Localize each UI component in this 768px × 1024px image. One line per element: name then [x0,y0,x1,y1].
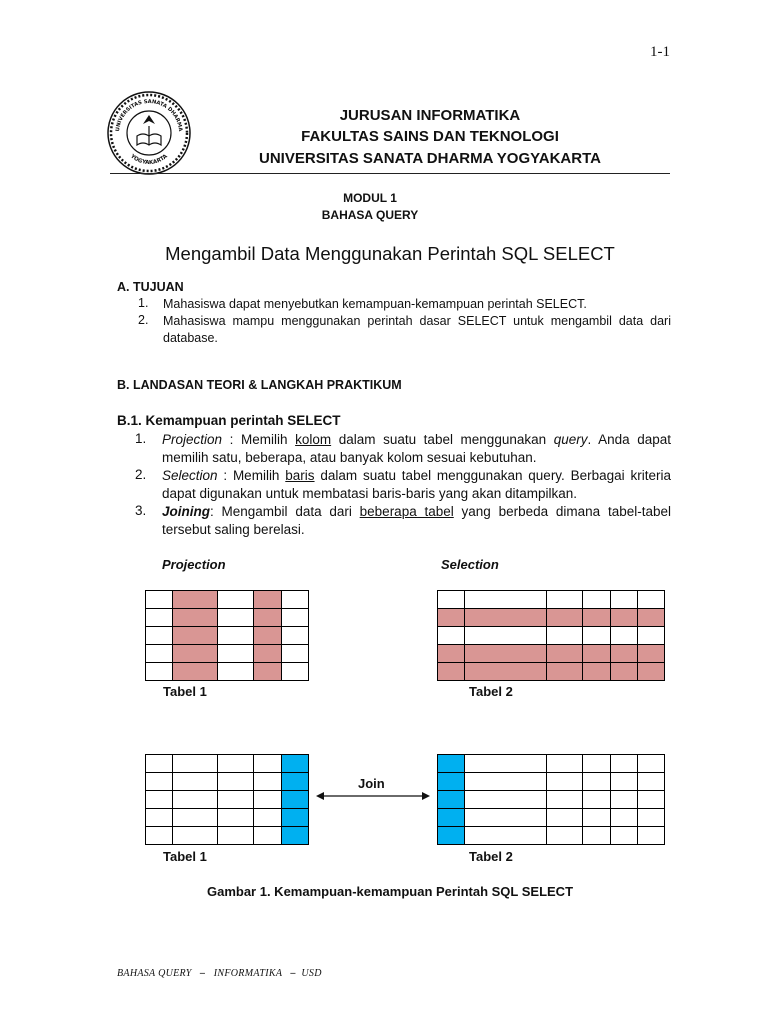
capability-joining [162,503,671,539]
capability-2-key: baris [285,468,315,483]
table-row [146,755,309,773]
table-row [438,645,665,663]
table-row [438,791,665,809]
section-b-heading: B. LANDASAN TEORI & LANGKAH PRAKTIKUM [117,378,402,392]
seal-text-top: UNIVERSITAS SANATA DHARMA [114,98,184,132]
capability-3-sep: : Mengambil data dari [210,504,360,519]
capability-1-rest1: dalam suatu tabel menggunakan [331,432,554,447]
capability-3-key: beberapa tabel [359,504,454,519]
table-row [438,773,665,791]
table-row [146,773,309,791]
capability-projection [162,431,671,467]
page-footer [117,968,322,979]
table-row [438,809,665,827]
capability-1-rest2: . Anda dapat memilih satu, beberapa, atau banyak kolom sesuai kebutuhan. [162,432,672,465]
university-seal-icon [106,90,192,176]
capability-2-term: Selection [162,468,218,483]
capability-1-key: kolom [295,432,332,447]
table-row [146,609,309,627]
footer-sep-1: – [200,968,206,979]
capability-3-rest: yang berbeda dimana tabel-tabel tersebut saling berelasi. [162,504,671,537]
table-row [438,627,665,645]
footer-university: USD [301,968,322,979]
objective-2-text: Mahasiswa mampu menggunakan perintah dasar SELECT untuk mengambil data dari database. [163,314,671,345]
page-number: 1-1 [650,44,670,60]
table-row [438,609,665,627]
header-faculty: FAKULTAS SAINS DAN TEKNOLOGI [301,128,559,145]
join-right-table-label: Tabel 2 [469,849,513,864]
capability-selection [162,467,671,503]
capability-2-rest: dalam suatu tabel menggunakan query. Berbagai kriteria dapat digunakan untuk membatasi baris-baris yang akan ditampilkan. [162,468,671,501]
double-arrow-icon [314,788,432,804]
capability-1-sep: : Memilih [222,432,296,447]
capability-2-number: 2. [135,467,147,482]
table-row [438,663,665,681]
table-row [146,663,309,681]
module-number: MODUL 1 [343,191,397,205]
projection-label: Projection [162,557,226,572]
header-divider [110,173,670,174]
capability-3-term: Joining [162,504,210,519]
section-a-heading: A. TUJUAN [117,280,184,294]
table-row [438,827,665,845]
table-row [146,591,309,609]
table-row [146,645,309,663]
table-row [438,591,665,609]
objective-1-number: 1. [138,296,149,310]
figure-caption: Gambar 1. Kemampuan-kemampuan Perintah SQL SELECT [206,884,574,899]
seal-text-bottom: YOGYAKARTA [129,153,169,167]
table-row [146,809,309,827]
table-row [146,827,309,845]
header-university: UNIVERSITAS SANATA DHARMA YOGYAKARTA [259,150,601,167]
capability-2-sep: : Memilih [217,468,286,483]
page-title: Mengambil Data Menggunakan Perintah SQL SELECT [165,243,615,264]
table-row [438,755,665,773]
capability-1-query: query [553,432,588,447]
projection-table-label: Tabel 1 [163,684,207,699]
objective-2-number: 2. [138,313,149,327]
join-left-table [145,754,309,845]
section-b1-heading: B.1. Kemampuan perintah SELECT [117,413,341,428]
header-department: JURUSAN INFORMATIKA [339,107,521,124]
join-right-table [437,754,665,845]
selection-label: Selection [441,557,499,572]
capability-3-number: 3. [135,503,147,518]
projection-table [145,590,309,681]
capability-1-number: 1. [135,431,147,446]
objective-1-text: Mahasiswa dapat menyebutkan kemampuan-kemampuan perintah SELECT. [163,297,587,311]
capability-1-term: Projection [162,432,223,447]
footer-course: BAHASA QUERY [117,968,192,979]
selection-table-label: Tabel 2 [469,684,513,699]
footer-sep-2: – [290,968,296,979]
table-row [146,791,309,809]
module-name: BAHASA QUERY [321,208,419,222]
join-label: Join [358,776,385,791]
table-row [146,627,309,645]
join-left-table-label: Tabel 1 [163,849,207,864]
footer-department: INFORMATIKA [213,968,283,979]
selection-table [437,590,665,681]
